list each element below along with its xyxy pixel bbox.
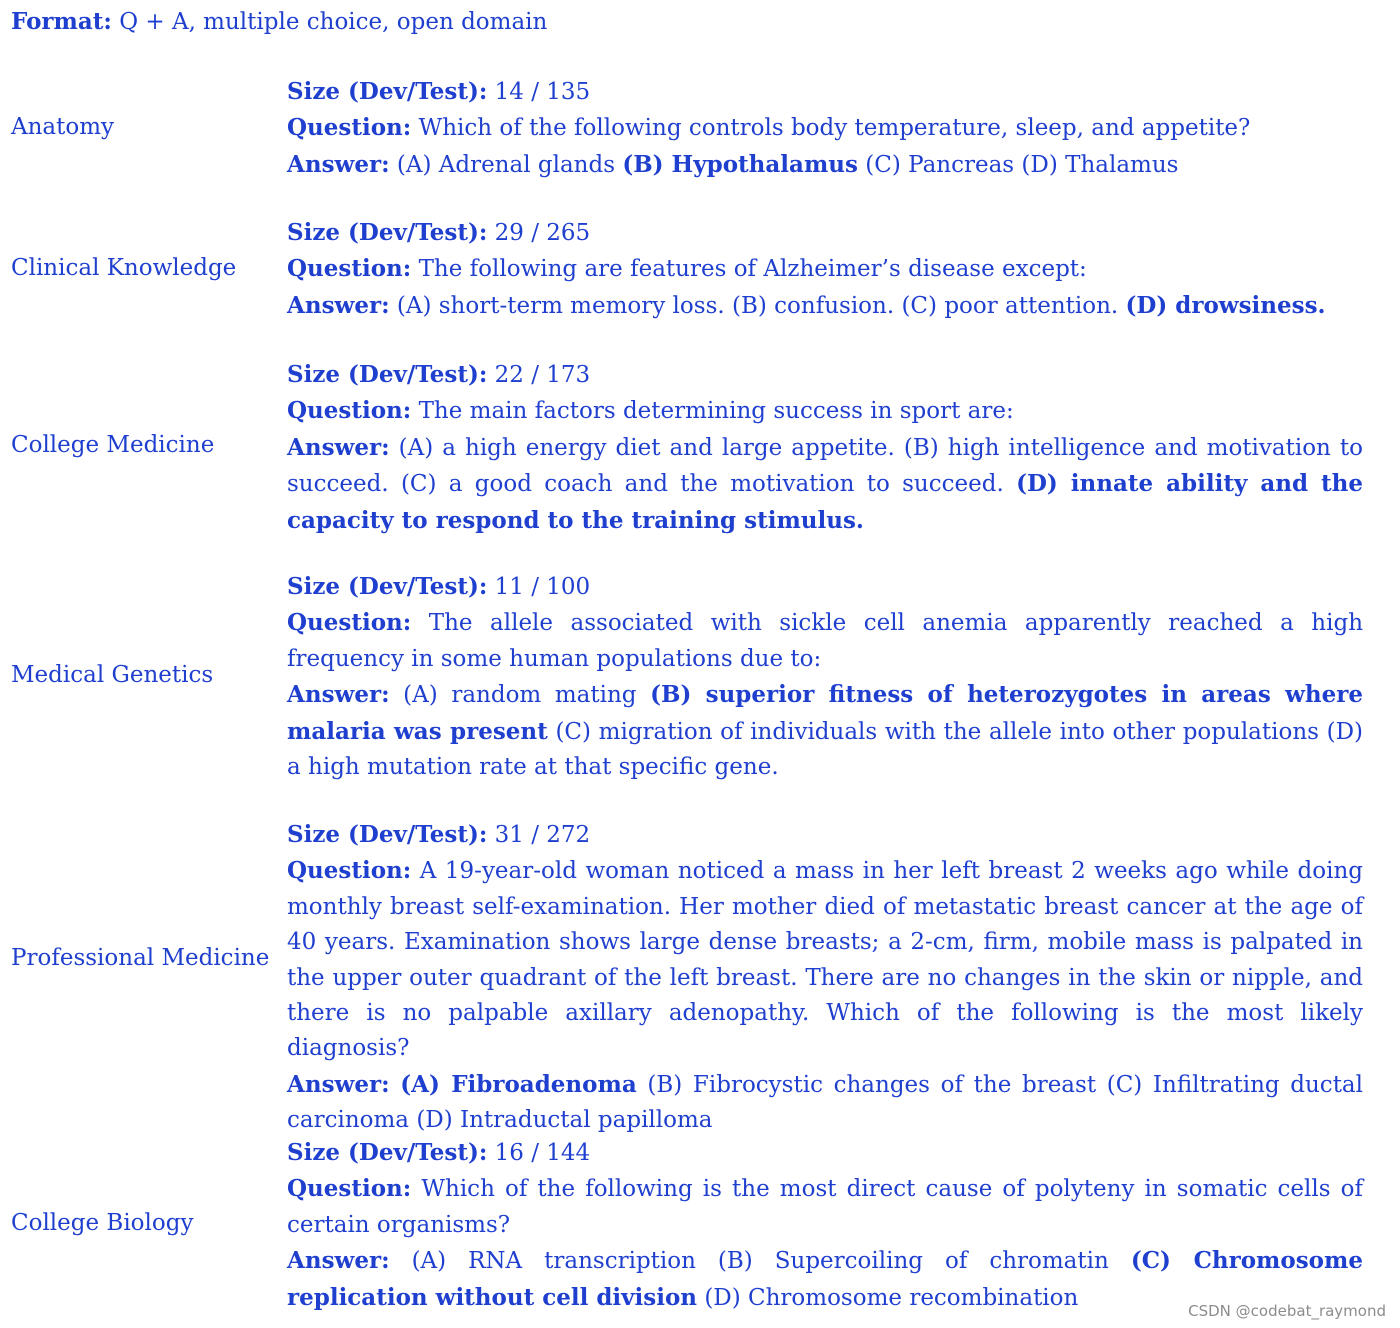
size-label: Size (Dev/Test): — [287, 219, 488, 246]
answer-label: Answer: — [287, 291, 390, 319]
answer-line — [287, 147, 1363, 183]
category-label: Professional Medicine — [11, 945, 270, 971]
size-line — [287, 1135, 1363, 1171]
answer-correct: (C) Chromosome replication without cell division — [287, 1247, 1363, 1311]
category-label: College Biology — [11, 1210, 194, 1236]
answer-line — [287, 430, 1363, 539]
question-text: The allele associated with sickle cell anemia apparently reached a high frequency in some human populations due to: — [287, 610, 1364, 672]
size-label: Size (Dev/Test): — [287, 78, 488, 105]
answer-label: Answer: — [287, 1070, 390, 1098]
answer-before: (A) RNA transcription (B) Supercoiling of chromatin — [411, 1248, 1109, 1275]
answer-label: Answer: — [287, 433, 390, 461]
size-label: Size (Dev/Test): — [287, 361, 488, 388]
category-label: Anatomy — [11, 114, 115, 140]
answer-after: (C) Pancreas (D) Thalamus — [865, 151, 1179, 178]
answer-correct: (D) innate ability and the capacity to respond to the training stimulus. — [287, 470, 1363, 534]
answer-correct: (A) Fibroadenoma — [400, 1070, 637, 1098]
format-line — [11, 6, 547, 38]
section-content — [287, 817, 1363, 1139]
answer-line — [287, 1067, 1363, 1139]
question-line — [287, 605, 1363, 677]
section-content — [287, 74, 1363, 183]
question-label: Question: — [287, 1175, 412, 1203]
size-value: 22 / 173 — [494, 362, 591, 388]
answer-label: Answer: — [287, 681, 390, 709]
question-text: Which of the following controls body temperature, sleep, and appetite? — [418, 115, 1251, 142]
size-line — [287, 74, 1363, 110]
answer-correct: (D) drowsiness. — [1125, 291, 1326, 319]
question-label: Question: — [287, 114, 412, 142]
watermark: CSDN @codebat_raymond — [1188, 1302, 1386, 1320]
size-value: 31 / 272 — [494, 822, 591, 848]
question-text: A 19-year-old woman noticed a mass in her left breast 2 weeks ago while doing monthly breast self-examination. Her mother died of metastatic breast cancer at the age of 40 years. Examination shows large dense breasts; a 2-cm, firm, mobile mass is palpated in the upper outer quadrant of the left breast. There are no changes in the skin or nipple, and there is no palpable axillary adenopathy. Which of the following is the most likely diagnosis? — [287, 858, 1363, 1062]
size-line — [287, 817, 1363, 853]
format-value: Q + A, multiple choice, open domain — [119, 9, 548, 35]
question-line — [287, 110, 1363, 146]
question-line — [287, 1171, 1363, 1243]
question-label: Question: — [287, 397, 412, 425]
section-content — [287, 1135, 1363, 1316]
answer-before: (A) Adrenal glands — [396, 151, 616, 178]
size-value: 11 / 100 — [494, 574, 591, 600]
category-label: College Medicine — [11, 432, 215, 458]
section-content — [287, 569, 1363, 785]
size-line — [287, 569, 1363, 605]
question-label: Question: — [287, 857, 412, 885]
format-label: Format: — [11, 8, 112, 35]
question-text: Which of the following is the most direct cause of polyteny in somatic cells of certain organisms? — [287, 1176, 1364, 1238]
answer-before: (A) random mating — [403, 682, 637, 709]
question-label: Question: — [287, 609, 412, 637]
question-text: The main factors determining success in sport are: — [418, 398, 1014, 425]
answer-correct: (B) superior fitness of heterozygotes in areas where malaria was present — [287, 681, 1363, 745]
section-content — [287, 357, 1363, 539]
size-value: 16 / 144 — [494, 1140, 591, 1166]
answer-after: (D) Chromosome recombination — [704, 1284, 1079, 1311]
size-value: 14 / 135 — [494, 79, 591, 105]
question-text: The following are features of Alzheimer’s disease except: — [418, 256, 1087, 283]
answer-line — [287, 288, 1363, 324]
section-content — [287, 215, 1363, 324]
question-label: Question: — [287, 255, 412, 283]
size-label: Size (Dev/Test): — [287, 821, 488, 848]
size-label: Size (Dev/Test): — [287, 1139, 488, 1166]
size-line — [287, 357, 1363, 393]
category-label: Clinical Knowledge — [11, 255, 237, 281]
question-line — [287, 251, 1363, 287]
answer-before: (A) short-term memory loss. (B) confusion. (C) poor attention. — [396, 292, 1119, 319]
question-line — [287, 393, 1363, 429]
answer-correct: (B) Hypothalamus — [622, 150, 858, 178]
size-label: Size (Dev/Test): — [287, 573, 488, 600]
category-label: Medical Genetics — [11, 662, 214, 688]
answer-label: Answer: — [287, 1247, 390, 1275]
answer-after: (B) Fibrocystic changes of the breast (C) Infiltrating ductal carcinoma (D) Intraductal papilloma — [287, 1071, 1364, 1134]
size-line — [287, 215, 1363, 251]
size-value: 29 / 265 — [494, 220, 591, 246]
answer-label: Answer: — [287, 150, 390, 178]
answer-line — [287, 677, 1363, 785]
answer-before: (A) a high energy diet and large appetite. (B) high intelligence and motivation to succeed. (C) a good coach and the motivation to succeed. — [287, 434, 1363, 498]
question-line — [287, 853, 1363, 1066]
answer-after: (C) migration of individuals with the allele into other populations (D) a high mutation rate at that specific gene. — [287, 718, 1363, 781]
